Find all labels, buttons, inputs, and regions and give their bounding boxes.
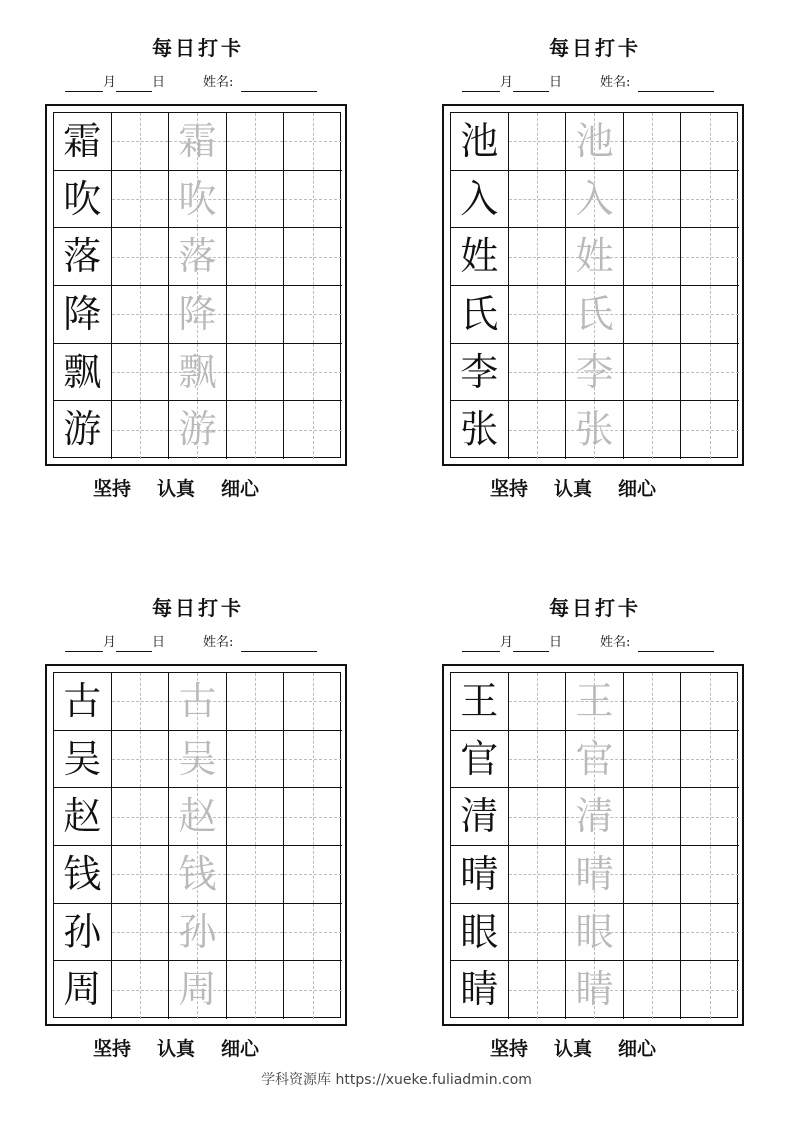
- guide-line-horizontal: [284, 817, 342, 818]
- month-blank[interactable]: [65, 637, 103, 652]
- trace-character: 眼: [575, 909, 614, 954]
- model-character: 吴: [63, 736, 102, 781]
- trace-character: 池: [575, 119, 614, 163]
- guide-line-horizontal: [227, 932, 284, 933]
- grid-cell[interactable]: [566, 731, 624, 789]
- grid-cell[interactable]: [169, 401, 227, 459]
- trace-character: 周: [178, 967, 217, 1012]
- sheet-title: 每日打卡: [549, 36, 641, 60]
- guide-line-horizontal: [284, 430, 342, 431]
- guide-line-horizontal: [624, 701, 681, 702]
- grid-cell[interactable]: [566, 846, 624, 904]
- name-label: 姓名:: [203, 635, 234, 650]
- grid-cell[interactable]: [112, 113, 170, 171]
- guide-line-horizontal: [227, 874, 284, 875]
- grid-cell[interactable]: [624, 846, 682, 904]
- trace-character: 飘: [178, 349, 217, 394]
- guide-line-horizontal: [227, 199, 284, 200]
- grid-cell[interactable]: [451, 673, 509, 731]
- grid-cell[interactable]: [566, 228, 624, 286]
- grid-cell[interactable]: [681, 401, 739, 459]
- guide-line-horizontal: [112, 314, 169, 315]
- grid-cell[interactable]: [227, 846, 285, 904]
- grid-cell[interactable]: [566, 673, 624, 731]
- grid-cell[interactable]: [624, 113, 682, 171]
- grid-cell[interactable]: [681, 113, 739, 171]
- grid-cell[interactable]: [451, 904, 509, 962]
- grid-cell[interactable]: [112, 344, 170, 402]
- trace-character: 吴: [178, 736, 217, 781]
- grid-cell[interactable]: [681, 286, 739, 344]
- motto-word: 细心: [618, 478, 657, 500]
- practice-grid: [450, 112, 738, 458]
- grid-cell[interactable]: [681, 961, 739, 1019]
- grid-cell[interactable]: [169, 904, 227, 962]
- day-blank[interactable]: [513, 637, 549, 652]
- model-character: 官: [460, 736, 499, 781]
- name-label: 姓名:: [600, 75, 631, 90]
- model-character: 周: [63, 967, 102, 1012]
- grid-cell[interactable]: [169, 286, 227, 344]
- guide-line-horizontal: [227, 430, 284, 431]
- model-character: 池: [460, 119, 499, 163]
- grid-cell[interactable]: [284, 113, 342, 171]
- grid-cell[interactable]: [112, 731, 170, 789]
- day-label: 日: [549, 635, 563, 650]
- month-label: 月: [500, 75, 514, 90]
- guide-line-horizontal: [509, 817, 566, 818]
- grid-cell[interactable]: [509, 286, 567, 344]
- guide-line-horizontal: [284, 141, 342, 142]
- practice-grid: [450, 672, 738, 1018]
- guide-line-horizontal: [681, 372, 739, 373]
- trace-character: 降: [178, 291, 217, 336]
- grid-cell[interactable]: [169, 171, 227, 229]
- grid-cell[interactable]: [624, 904, 682, 962]
- trace-character: 霜: [178, 119, 217, 163]
- guide-line-horizontal: [681, 932, 739, 933]
- motto: [93, 1036, 259, 1062]
- guide-line-horizontal: [112, 199, 169, 200]
- grid-cell[interactable]: [451, 344, 509, 402]
- month-label: 月: [103, 635, 117, 650]
- guide-line-horizontal: [681, 199, 739, 200]
- model-character: 入: [460, 176, 499, 221]
- model-character: 孙: [63, 909, 102, 954]
- practice-grid-frame: [45, 104, 347, 466]
- guide-line-horizontal: [227, 817, 284, 818]
- guide-line-horizontal: [624, 199, 681, 200]
- guide-line-horizontal: [284, 372, 342, 373]
- guide-line-horizontal: [509, 874, 566, 875]
- grid-cell[interactable]: [451, 401, 509, 459]
- grid-cell[interactable]: [284, 286, 342, 344]
- trace-character: 氏: [575, 291, 614, 336]
- guide-line-horizontal: [624, 257, 681, 258]
- trace-character: 睛: [575, 967, 614, 1012]
- guide-line-horizontal: [509, 257, 566, 258]
- trace-character: 清: [575, 794, 614, 839]
- sheet-title: 每日打卡: [152, 596, 244, 620]
- date-name-line: [462, 74, 714, 92]
- guide-line-horizontal: [112, 932, 169, 933]
- grid-cell[interactable]: [284, 731, 342, 789]
- date-name-line: [65, 74, 317, 92]
- grid-cell[interactable]: [451, 731, 509, 789]
- guide-line-horizontal: [624, 874, 681, 875]
- practice-grid-frame: [442, 104, 744, 466]
- grid-cell[interactable]: [227, 344, 285, 402]
- model-character: 姓: [460, 234, 499, 279]
- grid-cell[interactable]: [681, 228, 739, 286]
- day-blank[interactable]: [116, 637, 152, 652]
- guide-line-horizontal: [509, 430, 566, 431]
- grid-cell[interactable]: [509, 673, 567, 731]
- grid-cell[interactable]: [54, 401, 112, 459]
- motto-word: 坚持: [490, 1038, 529, 1060]
- grid-cell[interactable]: [284, 961, 342, 1019]
- guide-line-horizontal: [681, 817, 739, 818]
- motto: [490, 476, 656, 502]
- grid-cell[interactable]: [509, 344, 567, 402]
- grid-cell[interactable]: [451, 286, 509, 344]
- guide-line-horizontal: [681, 430, 739, 431]
- grid-cell[interactable]: [451, 846, 509, 904]
- grid-cell[interactable]: [566, 113, 624, 171]
- practice-grid: [53, 112, 341, 458]
- grid-cell[interactable]: [284, 904, 342, 962]
- grid-cell[interactable]: [566, 171, 624, 229]
- grid-cell[interactable]: [284, 171, 342, 229]
- day-label: 日: [152, 635, 166, 650]
- grid-cell[interactable]: [54, 344, 112, 402]
- guide-line-horizontal: [112, 141, 169, 142]
- guide-line-horizontal: [112, 990, 169, 991]
- model-character: 游: [63, 407, 102, 452]
- model-character: 张: [460, 407, 499, 452]
- grid-cell[interactable]: [509, 904, 567, 962]
- grid-cell[interactable]: [509, 401, 567, 459]
- model-character: 清: [460, 794, 499, 839]
- guide-line-horizontal: [284, 932, 342, 933]
- sheet-title: 每日打卡: [549, 596, 641, 620]
- guide-line-horizontal: [624, 759, 681, 760]
- motto-word: 认真: [157, 1038, 196, 1060]
- grid-cell[interactable]: [169, 788, 227, 846]
- guide-line-horizontal: [227, 990, 284, 991]
- grid-cell[interactable]: [681, 788, 739, 846]
- practice-grid-frame: [442, 664, 744, 1026]
- grid-cell[interactable]: [112, 788, 170, 846]
- motto-word: 细心: [221, 478, 260, 500]
- guide-line-horizontal: [624, 372, 681, 373]
- guide-line-horizontal: [112, 430, 169, 431]
- guide-line-horizontal: [284, 314, 342, 315]
- guide-line-horizontal: [509, 314, 566, 315]
- model-character: 睛: [460, 967, 499, 1012]
- grid-cell[interactable]: [451, 961, 509, 1019]
- grid-cell[interactable]: [624, 286, 682, 344]
- guide-line-horizontal: [681, 314, 739, 315]
- grid-cell[interactable]: [54, 961, 112, 1019]
- motto-word: 坚持: [93, 1038, 132, 1060]
- model-character: 赵: [63, 794, 102, 839]
- date-name-line: [462, 634, 714, 652]
- grid-cell[interactable]: [227, 673, 285, 731]
- day-label: 日: [549, 75, 563, 90]
- month-blank[interactable]: [462, 77, 500, 92]
- grid-cell[interactable]: [681, 846, 739, 904]
- grid-cell[interactable]: [624, 731, 682, 789]
- grid-cell[interactable]: [227, 731, 285, 789]
- grid-cell[interactable]: [566, 788, 624, 846]
- guide-line-horizontal: [227, 701, 284, 702]
- grid-cell[interactable]: [566, 286, 624, 344]
- guide-line-horizontal: [509, 932, 566, 933]
- day-label: 日: [152, 75, 166, 90]
- grid-cell[interactable]: [509, 961, 567, 1019]
- grid-cell[interactable]: [227, 286, 285, 344]
- grid-cell[interactable]: [54, 904, 112, 962]
- sheet-title: 每日打卡: [152, 36, 244, 60]
- grid-cell[interactable]: [169, 961, 227, 1019]
- grid-cell[interactable]: [54, 286, 112, 344]
- guide-line-horizontal: [624, 817, 681, 818]
- grid-cell[interactable]: [284, 344, 342, 402]
- grid-cell[interactable]: [509, 731, 567, 789]
- model-character: 氏: [460, 291, 499, 336]
- guide-line-horizontal: [284, 759, 342, 760]
- motto-word: 坚持: [490, 478, 529, 500]
- grid-cell[interactable]: [624, 788, 682, 846]
- grid-cell[interactable]: [54, 673, 112, 731]
- grid-cell[interactable]: [624, 228, 682, 286]
- grid-cell[interactable]: [284, 788, 342, 846]
- grid-cell[interactable]: [227, 788, 285, 846]
- grid-cell[interactable]: [169, 113, 227, 171]
- grid-cell[interactable]: [451, 113, 509, 171]
- name-blank[interactable]: [241, 77, 317, 92]
- grid-cell[interactable]: [681, 344, 739, 402]
- grid-cell[interactable]: [624, 344, 682, 402]
- practice-grid: [53, 672, 341, 1018]
- guide-line-horizontal: [284, 874, 342, 875]
- grid-cell[interactable]: [54, 731, 112, 789]
- trace-character: 钱: [178, 851, 217, 896]
- guide-line-horizontal: [227, 141, 284, 142]
- guide-line-horizontal: [284, 257, 342, 258]
- motto-word: 细心: [221, 1038, 260, 1060]
- guide-line-horizontal: [624, 990, 681, 991]
- guide-line-horizontal: [284, 701, 342, 702]
- trace-character: 张: [575, 407, 614, 452]
- grid-cell[interactable]: [112, 673, 170, 731]
- grid-cell[interactable]: [227, 904, 285, 962]
- model-character: 钱: [63, 851, 102, 896]
- grid-cell[interactable]: [284, 401, 342, 459]
- model-character: 降: [63, 291, 102, 336]
- guide-line-horizontal: [509, 372, 566, 373]
- trace-character: 赵: [178, 794, 217, 839]
- name-blank[interactable]: [241, 637, 317, 652]
- day-blank[interactable]: [513, 77, 549, 92]
- model-character: 霜: [63, 119, 102, 163]
- grid-cell[interactable]: [509, 171, 567, 229]
- guide-line-horizontal: [624, 430, 681, 431]
- grid-cell[interactable]: [112, 286, 170, 344]
- month-blank[interactable]: [462, 637, 500, 652]
- trace-character: 落: [178, 234, 217, 279]
- grid-cell[interactable]: [169, 344, 227, 402]
- trace-character: 游: [178, 407, 217, 452]
- grid-cell[interactable]: [112, 961, 170, 1019]
- grid-cell[interactable]: [169, 731, 227, 789]
- grid-cell[interactable]: [681, 673, 739, 731]
- grid-cell[interactable]: [54, 171, 112, 229]
- model-character: 吹: [63, 176, 102, 221]
- trace-character: 官: [575, 736, 614, 781]
- grid-cell[interactable]: [624, 401, 682, 459]
- guide-line-horizontal: [112, 372, 169, 373]
- grid-cell[interactable]: [54, 846, 112, 904]
- grid-cell[interactable]: [227, 401, 285, 459]
- model-character: 晴: [460, 851, 499, 896]
- grid-cell[interactable]: [624, 171, 682, 229]
- guide-line-horizontal: [227, 372, 284, 373]
- model-character: 古: [63, 679, 102, 723]
- grid-cell[interactable]: [284, 673, 342, 731]
- guide-line-horizontal: [112, 257, 169, 258]
- grid-cell[interactable]: [451, 788, 509, 846]
- guide-line-horizontal: [509, 701, 566, 702]
- model-character: 王: [460, 679, 499, 723]
- grid-cell[interactable]: [112, 401, 170, 459]
- guide-line-horizontal: [284, 990, 342, 991]
- grid-cell[interactable]: [566, 401, 624, 459]
- guide-line-horizontal: [112, 701, 169, 702]
- grid-cell[interactable]: [566, 344, 624, 402]
- guide-line-horizontal: [624, 932, 681, 933]
- grid-cell[interactable]: [112, 171, 170, 229]
- month-label: 月: [500, 635, 514, 650]
- grid-cell[interactable]: [54, 113, 112, 171]
- grid-cell[interactable]: [451, 171, 509, 229]
- guide-line-horizontal: [624, 141, 681, 142]
- grid-cell[interactable]: [451, 228, 509, 286]
- grid-cell[interactable]: [227, 171, 285, 229]
- grid-cell[interactable]: [169, 846, 227, 904]
- grid-cell[interactable]: [566, 904, 624, 962]
- trace-character: 吹: [178, 176, 217, 221]
- motto-word: 细心: [618, 1038, 657, 1060]
- grid-cell[interactable]: [681, 731, 739, 789]
- trace-character: 王: [575, 679, 614, 723]
- motto: [93, 476, 259, 502]
- name-blank[interactable]: [638, 77, 714, 92]
- trace-character: 古: [178, 679, 217, 723]
- month-label: 月: [103, 75, 117, 90]
- guide-line-horizontal: [681, 990, 739, 991]
- grid-cell[interactable]: [509, 228, 567, 286]
- grid-cell[interactable]: [284, 846, 342, 904]
- guide-line-horizontal: [227, 314, 284, 315]
- guide-line-horizontal: [681, 874, 739, 875]
- guide-line-horizontal: [227, 759, 284, 760]
- guide-line-horizontal: [681, 257, 739, 258]
- grid-cell[interactable]: [169, 673, 227, 731]
- trace-character: 李: [575, 349, 614, 394]
- grid-cell[interactable]: [112, 846, 170, 904]
- guide-line-horizontal: [509, 990, 566, 991]
- grid-cell[interactable]: [112, 228, 170, 286]
- guide-line-horizontal: [112, 817, 169, 818]
- guide-line-horizontal: [681, 759, 739, 760]
- grid-cell[interactable]: [624, 673, 682, 731]
- grid-cell[interactable]: [681, 904, 739, 962]
- grid-cell[interactable]: [509, 846, 567, 904]
- grid-cell[interactable]: [681, 171, 739, 229]
- model-character: 落: [63, 234, 102, 279]
- motto-word: 坚持: [93, 478, 132, 500]
- practice-grid-frame: [45, 664, 347, 1026]
- name-label: 姓名:: [203, 75, 234, 90]
- guide-line-horizontal: [112, 759, 169, 760]
- grid-cell[interactable]: [54, 228, 112, 286]
- guide-line-horizontal: [624, 314, 681, 315]
- motto: [490, 1036, 656, 1062]
- guide-line-horizontal: [112, 874, 169, 875]
- grid-cell[interactable]: [227, 961, 285, 1019]
- trace-character: 入: [575, 176, 614, 221]
- name-label: 姓名:: [600, 635, 631, 650]
- guide-line-horizontal: [509, 199, 566, 200]
- motto-word: 认真: [157, 478, 196, 500]
- grid-cell[interactable]: [54, 788, 112, 846]
- motto-word: 认真: [554, 478, 593, 500]
- grid-cell[interactable]: [112, 904, 170, 962]
- model-character: 飘: [63, 349, 102, 394]
- grid-cell[interactable]: [509, 113, 567, 171]
- grid-cell[interactable]: [566, 961, 624, 1019]
- model-character: 眼: [460, 909, 499, 954]
- grid-cell[interactable]: [227, 113, 285, 171]
- grid-cell[interactable]: [509, 788, 567, 846]
- guide-line-horizontal: [227, 257, 284, 258]
- month-blank[interactable]: [65, 77, 103, 92]
- guide-line-horizontal: [509, 141, 566, 142]
- footer-watermark: 学科资源库 https://xueke.fuliadmin.com: [261, 1072, 532, 1088]
- guide-line-horizontal: [509, 759, 566, 760]
- guide-line-horizontal: [681, 141, 739, 142]
- motto-word: 认真: [554, 1038, 593, 1060]
- trace-character: 孙: [178, 909, 217, 954]
- model-character: 李: [460, 349, 499, 394]
- grid-cell[interactable]: [284, 228, 342, 286]
- date-name-line: [65, 634, 317, 652]
- grid-cell[interactable]: [227, 228, 285, 286]
- trace-character: 姓: [575, 234, 614, 279]
- grid-cell[interactable]: [169, 228, 227, 286]
- trace-character: 晴: [575, 851, 614, 896]
- guide-line-horizontal: [681, 701, 739, 702]
- name-blank[interactable]: [638, 637, 714, 652]
- guide-line-horizontal: [284, 199, 342, 200]
- day-blank[interactable]: [116, 77, 152, 92]
- grid-cell[interactable]: [624, 961, 682, 1019]
